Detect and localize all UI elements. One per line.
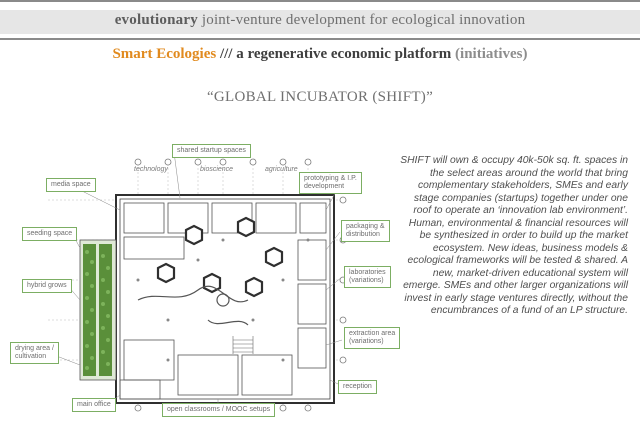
zone-technology: technology bbox=[134, 166, 168, 173]
description-text: SHIFT will own & occupy 40k-50k sq. ft. spaces in the select areas around the world that bring complementary stakeholders, SMEs and early stage companies (startups) together under one roof to operate an ‘innovation lab environment’. Human, environmental & financial resources will be synthesized in order to build up the market ecosystem. New ideas, business models & ecological frameworks will be tested & shared. A new, market-driven educational system will emerge. SMEs and other larger organizations will invest in early stage ventures directly, without the encumbrances of a fund of an LP structure. bbox=[400, 155, 628, 316]
label-drying-area-line2: cultivation bbox=[15, 353, 47, 360]
label-main-office: main office bbox=[72, 398, 116, 412]
label-extraction-area-line2: (variations) bbox=[349, 338, 384, 345]
zone-bioscience: bioscience bbox=[200, 166, 234, 173]
label-extraction-area-line1: extraction area bbox=[349, 330, 396, 337]
label-drying-area-line1: drying area / bbox=[15, 345, 54, 352]
header-rest: joint-venture development for ecological innovation bbox=[197, 12, 526, 28]
subtitle-main: a regenerative economic platform bbox=[236, 46, 452, 62]
top-rule bbox=[0, 0, 640, 2]
label-prototyping bbox=[299, 172, 362, 194]
label-extraction-area bbox=[344, 327, 400, 349]
label-open-classrooms: open classrooms / MOOC setups bbox=[162, 403, 275, 417]
label-media-space: media space bbox=[46, 178, 96, 192]
label-reception: reception bbox=[338, 380, 377, 394]
label-seeding-space: seeding space bbox=[22, 227, 77, 241]
green-wall bbox=[80, 240, 116, 380]
label-laboratories-line1: laboratories bbox=[349, 269, 386, 276]
label-prototyping-line2: development bbox=[304, 183, 345, 190]
label-hybrid-grows: hybrid grows bbox=[22, 279, 72, 293]
label-drying-area bbox=[10, 342, 59, 364]
header-title bbox=[0, 12, 640, 29]
subtitle-brand: Smart Ecologies bbox=[112, 46, 217, 62]
subtitle-separator: /// bbox=[216, 46, 237, 62]
subtitle-paren: (initiatives) bbox=[451, 46, 528, 62]
floor-plan bbox=[8, 140, 396, 426]
subtitle bbox=[0, 46, 640, 63]
zone-agriculture: agriculture bbox=[265, 166, 298, 173]
section-title: “GLOBAL INCUBATOR (SHIFT)” bbox=[206, 89, 434, 105]
header-rule bbox=[0, 38, 640, 40]
label-laboratories bbox=[344, 266, 391, 288]
label-packaging-line2: distribution bbox=[346, 231, 380, 238]
label-prototyping-line1: prototyping & I.P. bbox=[304, 175, 357, 182]
label-packaging bbox=[341, 220, 390, 242]
header-bold-word: evolutionary bbox=[114, 12, 198, 28]
label-laboratories-line2: (variations) bbox=[349, 277, 384, 284]
label-shared-startup-spaces: shared startup spaces bbox=[172, 144, 251, 158]
label-packaging-line1: packaging & bbox=[346, 223, 385, 230]
